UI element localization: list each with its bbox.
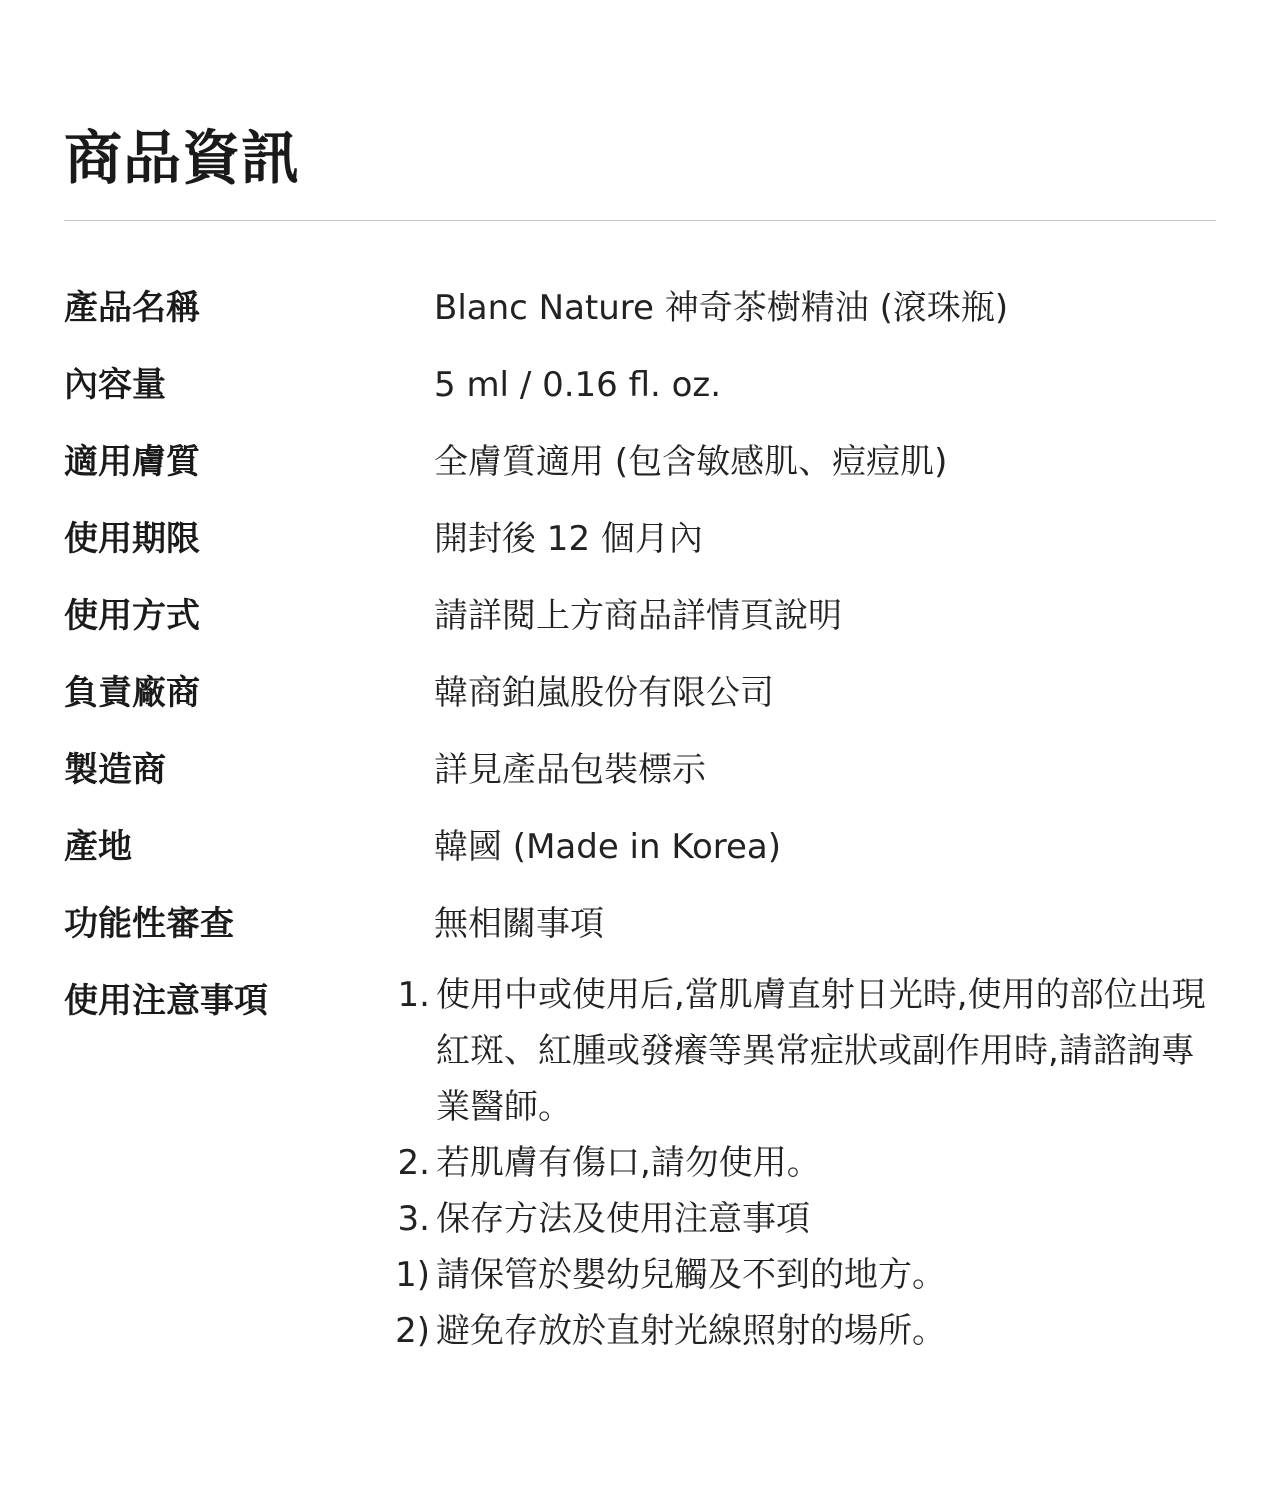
info-row-expiry [64,501,1216,578]
info-value: Blanc Nature 神奇茶樹精油 (滾珠瓶) [434,288,1009,328]
info-label: 功能性審查 [64,904,234,944]
info-value: 開封後 12 個月內 [434,519,703,559]
list-marker: 1) [395,1255,430,1295]
precautions-list [382,967,1216,1359]
info-label: 使用期限 [64,519,200,559]
list-item-text: 使用中或使用后,當肌膚直射日光時,使用的部位出現紅斑、紅腫或發癢等異常症狀或副作用時,請諮詢專業醫師。 [436,975,1206,1127]
list-marker: 1. [397,975,430,1015]
info-label: 產品名稱 [64,288,200,328]
info-value: 詳見產品包裝標示 [434,750,706,790]
info-row-distributor [64,655,1216,732]
info-value: 請詳閱上方商品詳情頁說明 [434,596,842,636]
info-label: 產地 [64,827,132,867]
info-value: 韓商鉑嵐股份有限公司 [434,673,774,713]
info-label: 使用方式 [64,596,200,636]
info-label: 內容量 [64,365,166,405]
list-item [382,1247,1216,1303]
list-marker: 2. [397,1143,430,1183]
list-marker: 3. [397,1199,430,1239]
info-label: 負責廠商 [64,673,200,713]
info-label: 適用膚質 [64,442,200,482]
info-row-usage [64,578,1216,655]
page-title: 商品資訊 [64,124,301,192]
info-label: 使用注意事項 [64,981,268,1021]
list-item [382,1135,1216,1191]
info-table [64,270,1216,1351]
info-value: 全膚質適用 (包含敏感肌、痘痘肌) [434,442,948,482]
list-item [382,1191,1216,1247]
info-row-skin-type [64,424,1216,501]
list-item [382,967,1216,1135]
info-value: 無相關事項 [434,904,604,944]
info-value: 5 ml / 0.16 fl. oz. [434,365,722,405]
info-row-product-name [64,270,1216,347]
list-item-text: 請保管於嬰幼兒觸及不到的地方。 [436,1255,946,1295]
list-item-text: 避免存放於直射光線照射的場所。 [436,1311,946,1351]
list-item-text: 保存方法及使用注意事項 [436,1199,810,1239]
info-row-volume [64,347,1216,424]
list-item-text: 若肌膚有傷口,請勿使用。 [436,1143,821,1183]
info-value: 韓國 (Made in Korea) [434,827,782,867]
list-item [382,1303,1216,1359]
info-row-functional-review [64,886,1216,963]
info-label: 製造商 [64,750,166,790]
title-divider [64,220,1216,221]
list-marker: 2) [395,1311,430,1351]
info-row-origin [64,809,1216,886]
info-row-manufacturer [64,732,1216,809]
